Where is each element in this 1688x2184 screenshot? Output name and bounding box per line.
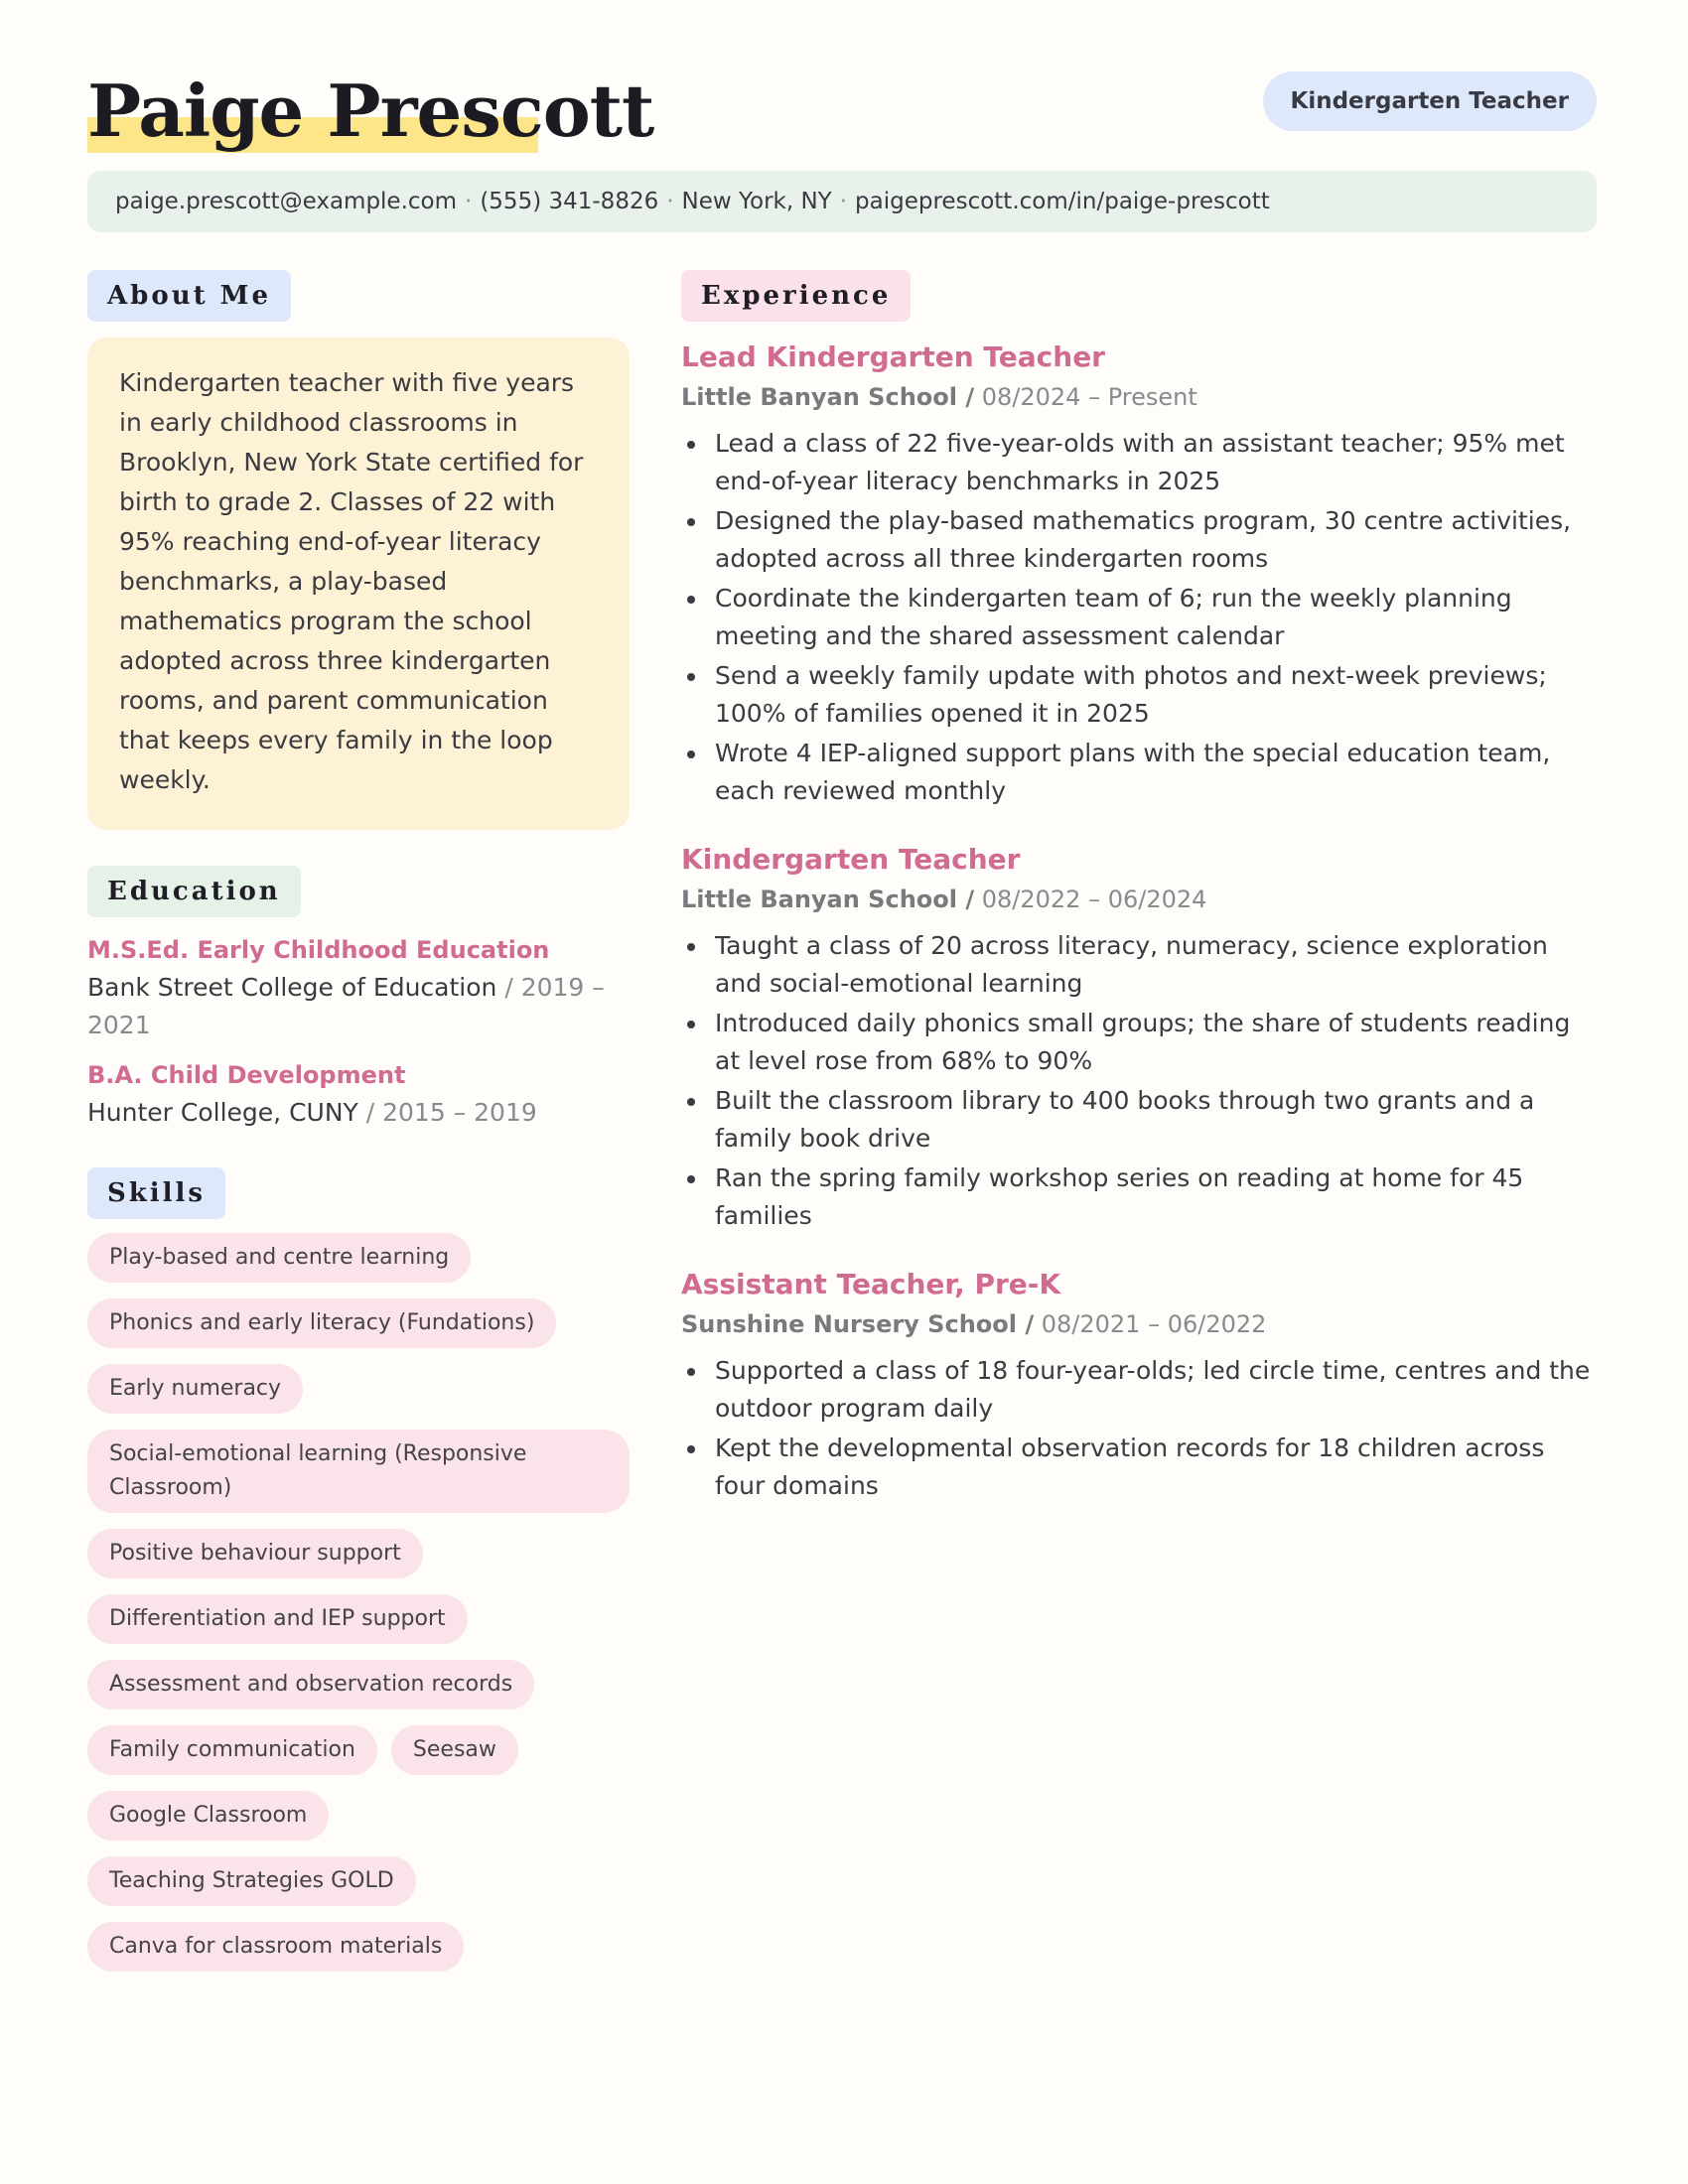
experience-heading: Experience [681,270,911,322]
job-meta [681,379,1597,415]
job-title: Kindergarten Teacher [681,843,1021,876]
skill-chip: Positive behaviour support [87,1529,423,1578]
job-bullet: Taught a class of 20 across literacy, numeracy, science exploration and social-emotional learning [681,927,1597,1003]
skill-chip: Google Classroom [87,1791,329,1841]
education-dates: / 2019 – 2021 [87,973,605,1039]
role-badge: Kindergarten Teacher [1263,71,1598,131]
skill-chip: Play-based and centre learning [87,1233,471,1283]
job-bullets [681,927,1597,1235]
resume-header [87,60,1597,171]
skill-chip: Social-emotional learning (Responsive Classroom) [87,1430,630,1513]
about-section [87,270,630,830]
skill-chip: Phonics and early literacy (Fundations) [87,1298,556,1348]
education-school-line [87,1094,630,1132]
job-meta [681,882,1597,917]
about-heading: About Me [87,270,291,322]
contact-location: New York, NY [681,189,832,214]
job-title: Lead Kindergarten Teacher [681,341,1105,373]
contact-separator: · [839,189,848,214]
contact-bar [87,171,1597,232]
job-bullet: Introduced daily phonics small groups; the share of students reading at level rose from 68% to 90% [681,1005,1597,1080]
education-degree: B.A. Child Development [87,1061,406,1089]
education-degree: M.S.Ed. Early Childhood Education [87,936,550,964]
job-organization: Little Banyan School / [681,383,975,411]
education-school-line [87,969,630,1044]
skill-chip: Seesaw [391,1725,518,1775]
education-dates: / 2015 – 2019 [365,1098,537,1127]
contact-separator: · [465,189,473,214]
job-entry [681,1265,1597,1505]
candidate-name: Paige Prescott [87,68,654,153]
job-organization: Sunshine Nursery School / [681,1310,1035,1338]
job-bullet: Supported a class of 18 four-year-olds; led circle time, centres and the outdoor program daily [681,1352,1597,1428]
contact-website[interactable]: paigeprescott.com/in/paige-prescott [855,189,1270,214]
education-item [87,1056,630,1132]
job-dates: 08/2022 – 06/2024 [981,886,1207,913]
education-school: Bank Street College of Education [87,973,497,1002]
skill-chip: Differentiation and IEP support [87,1594,468,1644]
job-bullet: Ran the spring family workshop series on reading at home for 45 families [681,1160,1597,1235]
education-school: Hunter College, CUNY [87,1098,358,1127]
job-bullet: Send a weekly family update with photos and next-week previews; 100% of families opened it in 2025 [681,657,1597,733]
resume-page [87,60,1597,2124]
job-bullets [681,425,1597,810]
right-column [681,270,1597,1507]
skill-chip: Early numeracy [87,1364,303,1414]
job-bullet: Built the classroom library to 400 books through two grants and a family book drive [681,1082,1597,1158]
skills-section [87,1167,630,1972]
job-dates: 08/2021 – 06/2022 [1041,1310,1267,1338]
job-meta [681,1306,1597,1342]
contact-email[interactable]: paige.prescott@example.com [115,189,458,214]
skills-list [87,1233,630,1972]
job-bullet: Designed the play-based mathematics program, 30 centre activities, adopted across all three kindergarten rooms [681,502,1597,578]
job-entry [681,840,1597,1235]
about-text: Kindergarten teacher with five years in early childhood classrooms in Brooklyn, New York State certified for birth to grade 2. Classes of 22 with 95% reaching end-of-year literacy benchmarks, a play-based mathematics program the school adopted across three kindergarten rooms, and parent communication that keeps every family in the loop weekly. [87,338,630,830]
skill-chip: Canva for classroom materials [87,1922,464,1972]
job-title: Assistant Teacher, Pre-K [681,1268,1061,1300]
job-bullet: Coordinate the kindergarten team of 6; run the weekly planning meeting and the shared assessment calendar [681,580,1597,655]
job-bullet: Lead a class of 22 five-year-olds with an assistant teacher; 95% met end-of-year literacy benchmarks in 2025 [681,425,1597,500]
skill-chip: Family communication [87,1725,377,1775]
contact-separator: · [666,189,674,214]
job-bullet: Wrote 4 IEP-aligned support plans with the special education team, each reviewed monthly [681,735,1597,810]
education-heading: Education [87,866,301,917]
skill-chip: Assessment and observation records [87,1660,534,1709]
skill-chip: Teaching Strategies GOLD [87,1856,416,1906]
education-item [87,931,630,1044]
job-entry [681,338,1597,810]
job-bullet: Kept the developmental observation records for 18 children across four domains [681,1430,1597,1505]
job-dates: 08/2024 – Present [981,383,1197,411]
education-section [87,866,630,1132]
job-organization: Little Banyan School / [681,886,975,913]
skills-heading: Skills [87,1167,225,1219]
left-column [87,270,630,1972]
job-bullets [681,1352,1597,1505]
contact-phone[interactable]: (555) 341-8826 [480,189,659,214]
